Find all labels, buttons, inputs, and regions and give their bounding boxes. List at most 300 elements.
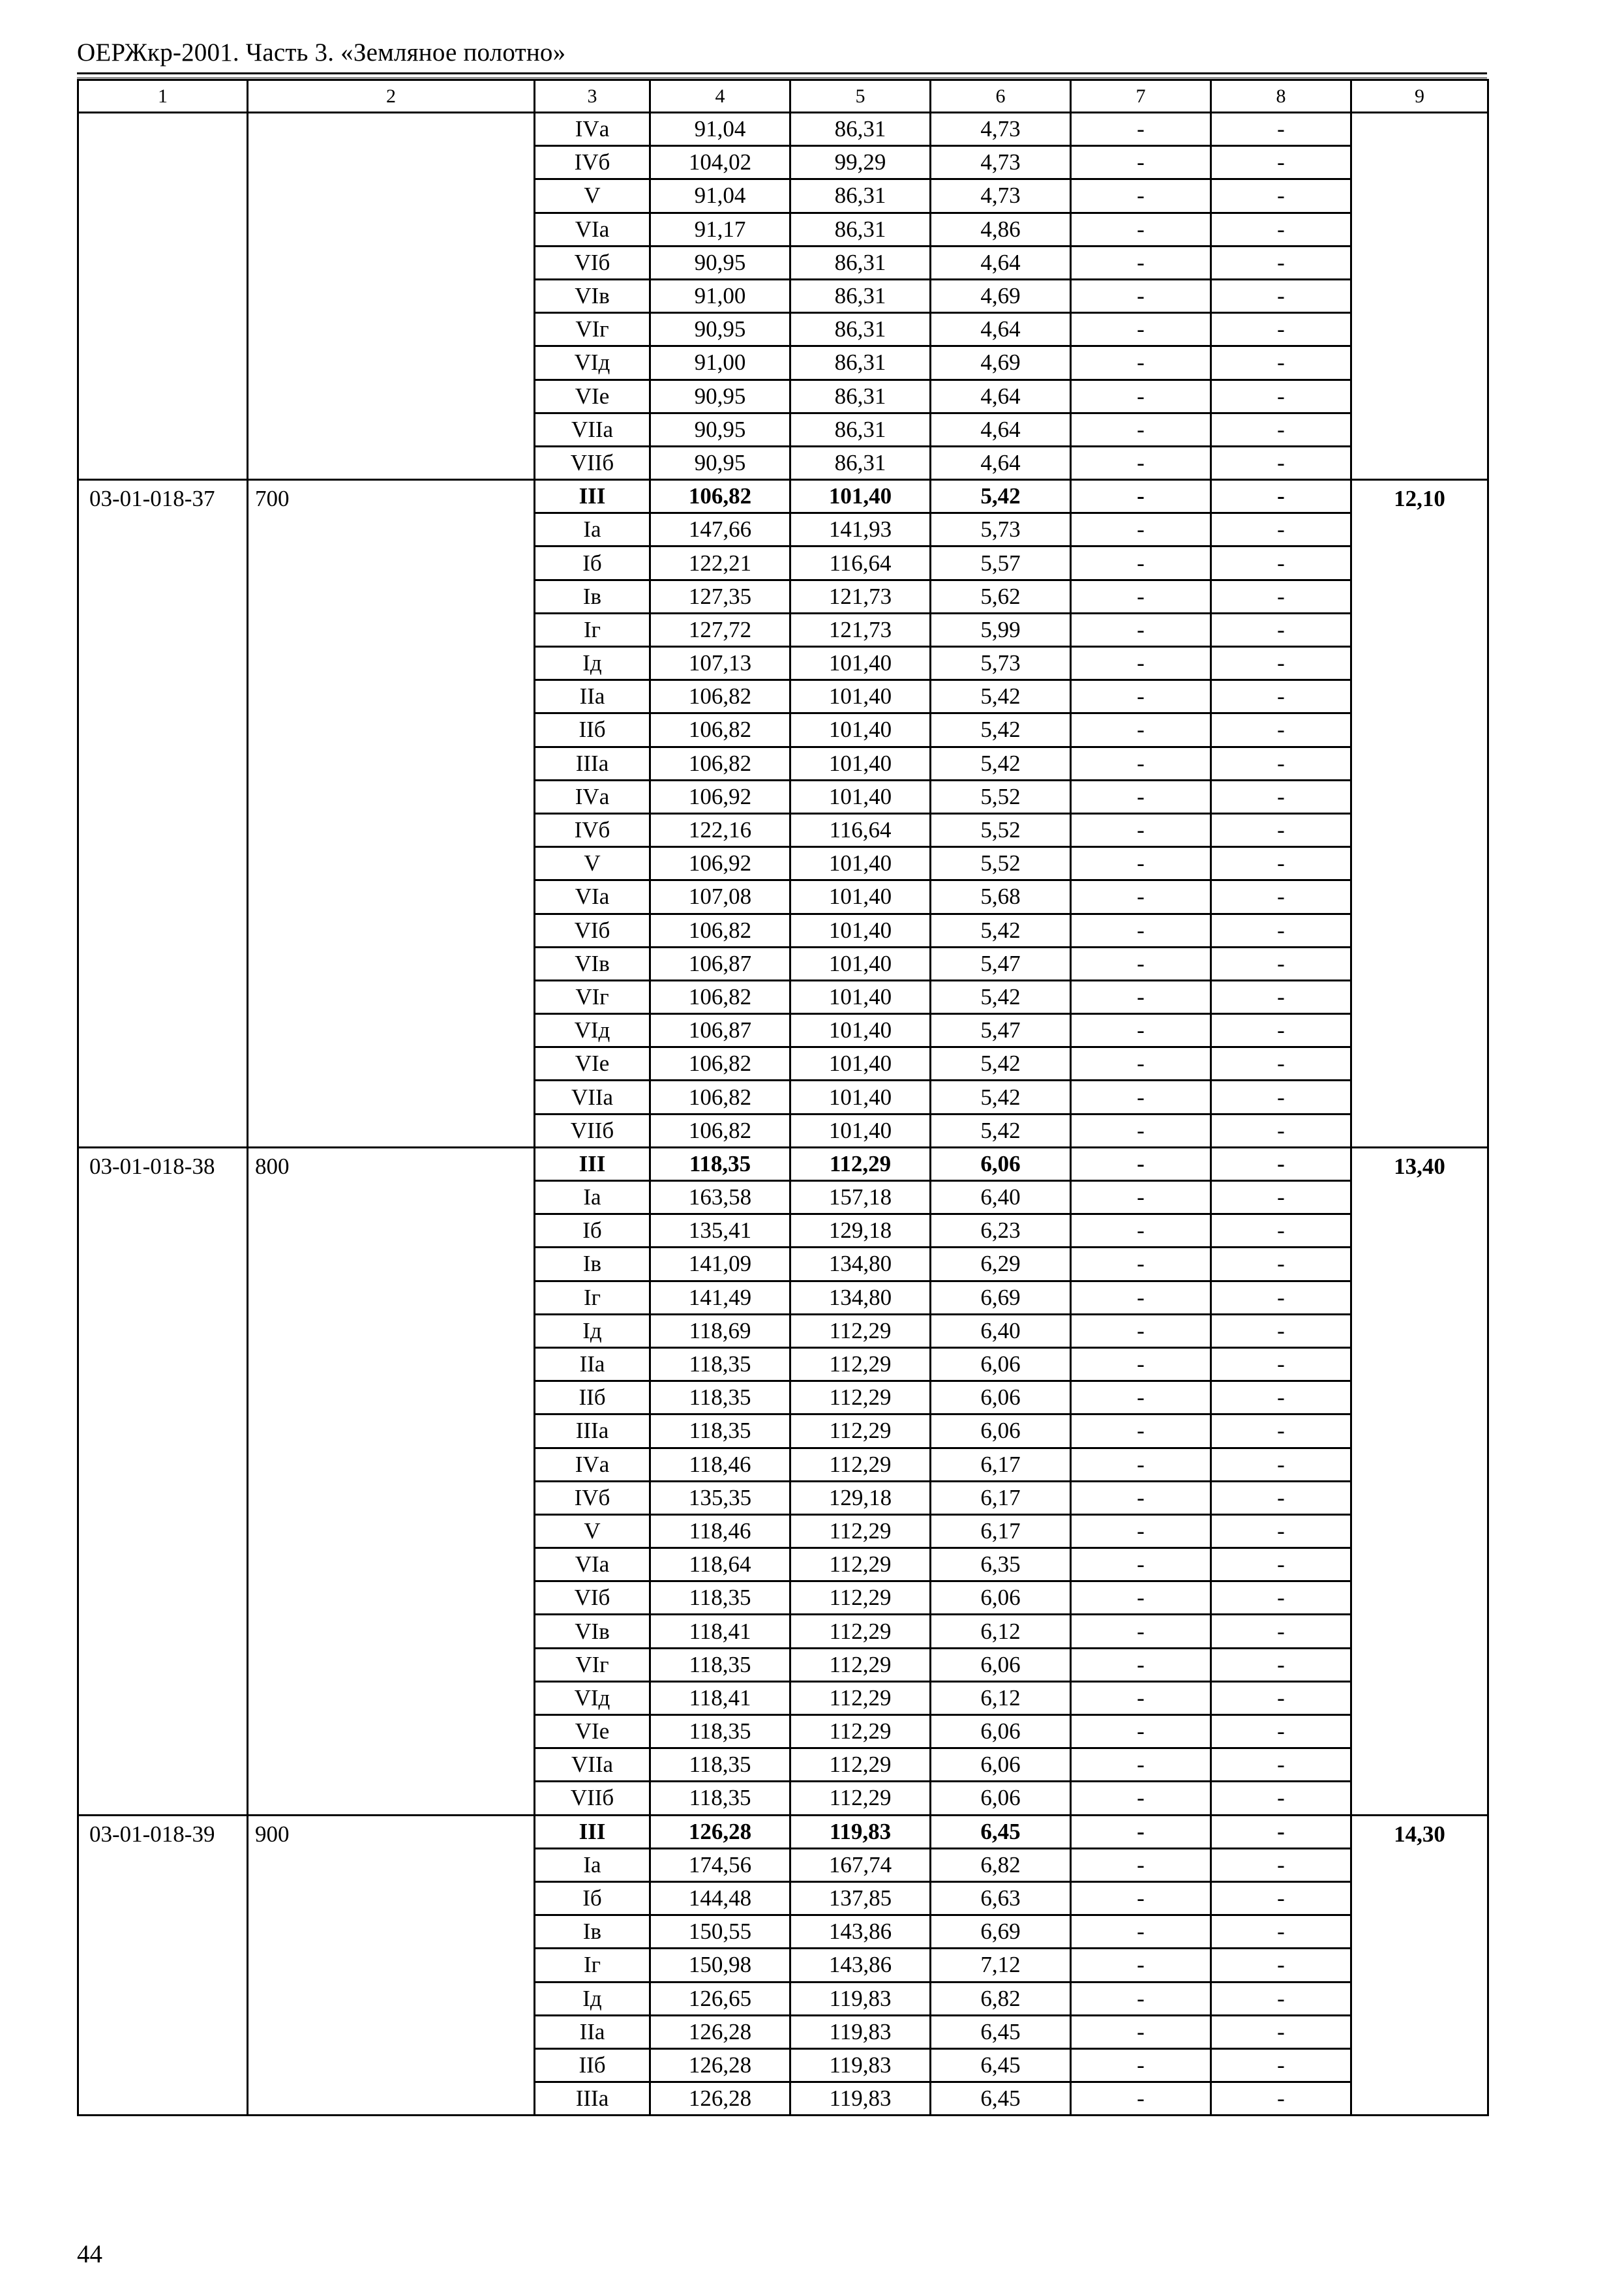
zone-cell: VIв bbox=[535, 947, 650, 980]
value-cell: - bbox=[1071, 1181, 1211, 1214]
value-cell: - bbox=[1071, 1782, 1211, 1815]
value-cell: - bbox=[1211, 647, 1351, 680]
value-cell: 5,42 bbox=[931, 480, 1071, 513]
zone-cell: IVб bbox=[535, 1481, 650, 1514]
value-cell: - bbox=[1071, 1114, 1211, 1147]
value-cell: 106,82 bbox=[650, 1114, 790, 1147]
value-cell: 101,40 bbox=[790, 1014, 931, 1047]
value-cell: 144,48 bbox=[650, 1881, 790, 1915]
table-body bbox=[78, 80, 1488, 2116]
value-cell: 5,47 bbox=[931, 947, 1071, 980]
value-cell: 122,21 bbox=[650, 546, 790, 580]
column-number: 8 bbox=[1211, 80, 1351, 113]
page-header: ОЕРЖкр-2001. Часть 3. «Земляное полотно» bbox=[77, 38, 566, 67]
value-cell: 91,00 bbox=[650, 279, 790, 312]
value-cell: - bbox=[1071, 780, 1211, 813]
value-cell: 141,49 bbox=[650, 1281, 790, 1314]
zone-cell: IIб bbox=[535, 1381, 650, 1414]
zone-cell: V bbox=[535, 179, 650, 213]
value-cell: 6,17 bbox=[931, 1514, 1071, 1548]
value-cell: 118,35 bbox=[650, 1782, 790, 1815]
value-cell: - bbox=[1071, 813, 1211, 846]
code-cell bbox=[78, 113, 248, 480]
value-cell: 101,40 bbox=[790, 1114, 931, 1147]
zone-cell: Iб bbox=[535, 1214, 650, 1248]
value-cell: - bbox=[1211, 847, 1351, 880]
value-cell: 119,83 bbox=[790, 1815, 931, 1848]
value-cell: - bbox=[1211, 513, 1351, 546]
value-cell: 134,80 bbox=[790, 1281, 931, 1314]
zone-cell: VIд bbox=[535, 346, 650, 380]
value-cell: 5,73 bbox=[931, 513, 1071, 546]
value-cell: 90,95 bbox=[650, 446, 790, 479]
value-cell: - bbox=[1071, 346, 1211, 380]
value-cell: 99,29 bbox=[790, 146, 931, 179]
value-cell: - bbox=[1211, 380, 1351, 413]
value-cell: 118,64 bbox=[650, 1548, 790, 1581]
value-cell: 86,31 bbox=[790, 413, 931, 446]
value-cell: 112,29 bbox=[790, 1347, 931, 1381]
value-cell: 150,98 bbox=[650, 1949, 790, 1982]
value-cell: - bbox=[1211, 480, 1351, 513]
value-cell: - bbox=[1211, 179, 1351, 213]
zone-cell: Iд bbox=[535, 1982, 650, 2015]
value-cell: 119,83 bbox=[790, 2048, 931, 2082]
value-cell: - bbox=[1211, 313, 1351, 346]
value-cell: - bbox=[1211, 413, 1351, 446]
zone-cell: VIв bbox=[535, 279, 650, 312]
size-cell: 700 bbox=[248, 480, 535, 1148]
value-cell: 163,58 bbox=[650, 1181, 790, 1214]
column-number: 6 bbox=[931, 80, 1071, 113]
value-cell: - bbox=[1211, 1181, 1351, 1214]
value-cell: - bbox=[1211, 1982, 1351, 2015]
value-cell: - bbox=[1211, 914, 1351, 947]
value-cell: - bbox=[1211, 279, 1351, 312]
value-cell: 86,31 bbox=[790, 246, 931, 279]
value-cell: 86,31 bbox=[790, 179, 931, 213]
value-cell: 118,35 bbox=[650, 1147, 790, 1180]
value-cell: 6,45 bbox=[931, 2048, 1071, 2082]
value-cell: 118,46 bbox=[650, 1514, 790, 1548]
value-cell: 126,28 bbox=[650, 1815, 790, 1848]
value-cell: - bbox=[1071, 914, 1211, 947]
value-cell: 112,29 bbox=[790, 1748, 931, 1782]
value-cell: - bbox=[1211, 146, 1351, 179]
total-cell bbox=[1351, 1147, 1488, 1815]
value-cell: - bbox=[1071, 279, 1211, 312]
value-cell: 6,63 bbox=[931, 1881, 1071, 1915]
value-cell: 86,31 bbox=[790, 313, 931, 346]
total-value: 14,30 bbox=[1394, 1821, 1445, 1847]
value-cell: 118,35 bbox=[650, 1347, 790, 1381]
value-cell: 134,80 bbox=[790, 1248, 931, 1281]
zone-cell: VIа bbox=[535, 213, 650, 246]
value-cell: 5,42 bbox=[931, 680, 1071, 713]
value-cell: 86,31 bbox=[790, 113, 931, 146]
zone-cell: VIг bbox=[535, 980, 650, 1013]
value-cell: 106,82 bbox=[650, 713, 790, 747]
value-cell: - bbox=[1071, 1748, 1211, 1782]
value-cell: 6,12 bbox=[931, 1615, 1071, 1648]
size-cell bbox=[248, 113, 535, 480]
value-cell: 126,28 bbox=[650, 2082, 790, 2116]
value-cell: 4,64 bbox=[931, 246, 1071, 279]
value-cell: - bbox=[1071, 880, 1211, 914]
value-cell: 6,12 bbox=[931, 1681, 1071, 1714]
value-cell: - bbox=[1211, 1915, 1351, 1949]
value-cell: 6,06 bbox=[931, 1147, 1071, 1180]
value-cell: 106,92 bbox=[650, 847, 790, 880]
column-number: 1 bbox=[78, 80, 248, 113]
zone-cell: VIе bbox=[535, 380, 650, 413]
value-cell: 5,52 bbox=[931, 813, 1071, 846]
zone-cell: III bbox=[535, 1815, 650, 1848]
value-cell: 6,06 bbox=[931, 1715, 1071, 1748]
value-cell: - bbox=[1211, 1248, 1351, 1281]
value-cell: 106,82 bbox=[650, 980, 790, 1013]
zone-cell: IIIа bbox=[535, 747, 650, 780]
value-cell: 5,42 bbox=[931, 713, 1071, 747]
value-cell: 4,64 bbox=[931, 313, 1071, 346]
value-cell: - bbox=[1211, 1548, 1351, 1581]
value-cell: - bbox=[1071, 2015, 1211, 2048]
value-cell: - bbox=[1211, 1314, 1351, 1347]
zone-cell: IVа bbox=[535, 1448, 650, 1481]
value-cell: 141,93 bbox=[790, 513, 931, 546]
value-cell: - bbox=[1071, 613, 1211, 646]
zone-cell: Iб bbox=[535, 546, 650, 580]
value-cell: 126,28 bbox=[650, 2015, 790, 2048]
value-cell: 101,40 bbox=[790, 780, 931, 813]
value-cell: 6,82 bbox=[931, 1848, 1071, 1881]
value-cell: 118,41 bbox=[650, 1681, 790, 1714]
value-cell: - bbox=[1211, 1381, 1351, 1414]
value-cell: 174,56 bbox=[650, 1848, 790, 1881]
value-cell: 118,35 bbox=[650, 1381, 790, 1414]
value-cell: - bbox=[1211, 2082, 1351, 2116]
table-row bbox=[78, 1147, 1488, 1180]
zone-cell: IIа bbox=[535, 1347, 650, 1381]
value-cell: - bbox=[1211, 1481, 1351, 1514]
value-cell: 4,64 bbox=[931, 446, 1071, 479]
value-cell: 107,13 bbox=[650, 647, 790, 680]
zone-cell: Iб bbox=[535, 1881, 650, 1915]
value-cell: - bbox=[1071, 680, 1211, 713]
zone-cell: VIб bbox=[535, 246, 650, 279]
value-cell: - bbox=[1211, 1681, 1351, 1714]
zone-cell: VIIб bbox=[535, 1782, 650, 1815]
value-cell: - bbox=[1071, 1248, 1211, 1281]
value-cell: 101,40 bbox=[790, 480, 931, 513]
value-cell: 157,18 bbox=[790, 1181, 931, 1214]
value-cell: - bbox=[1071, 546, 1211, 580]
column-number-row bbox=[78, 80, 1488, 113]
value-cell: 6,69 bbox=[931, 1281, 1071, 1314]
value-cell: 7,12 bbox=[931, 1949, 1071, 1982]
value-cell: 6,06 bbox=[931, 1581, 1071, 1615]
zone-cell: Iв bbox=[535, 580, 650, 613]
value-cell: 5,68 bbox=[931, 880, 1071, 914]
zone-cell: V bbox=[535, 847, 650, 880]
value-cell: - bbox=[1071, 713, 1211, 747]
zone-cell: III bbox=[535, 1147, 650, 1180]
value-cell: - bbox=[1211, 1615, 1351, 1648]
value-cell: - bbox=[1071, 179, 1211, 213]
zone-cell: Iв bbox=[535, 1915, 650, 1949]
value-cell: 112,29 bbox=[790, 1681, 931, 1714]
header-rule-thick bbox=[77, 72, 1487, 74]
value-cell: - bbox=[1211, 113, 1351, 146]
value-cell: 106,87 bbox=[650, 1014, 790, 1047]
value-cell: 91,17 bbox=[650, 213, 790, 246]
zone-cell: VIд bbox=[535, 1014, 650, 1047]
zone-cell: V bbox=[535, 1514, 650, 1548]
value-cell: 4,69 bbox=[931, 279, 1071, 312]
zone-cell: VIIа bbox=[535, 1748, 650, 1782]
value-cell: - bbox=[1211, 980, 1351, 1013]
value-cell: - bbox=[1071, 1081, 1211, 1114]
value-cell: 104,02 bbox=[650, 146, 790, 179]
value-cell: - bbox=[1211, 1214, 1351, 1248]
value-cell: - bbox=[1211, 1648, 1351, 1681]
value-cell: - bbox=[1211, 1748, 1351, 1782]
value-cell: - bbox=[1071, 2048, 1211, 2082]
value-cell: 143,86 bbox=[790, 1915, 931, 1949]
value-cell: 5,57 bbox=[931, 546, 1071, 580]
zone-cell: VIIб bbox=[535, 446, 650, 479]
value-cell: - bbox=[1071, 980, 1211, 1013]
value-cell: - bbox=[1071, 1949, 1211, 1982]
value-cell: 127,72 bbox=[650, 613, 790, 646]
value-cell: - bbox=[1071, 1047, 1211, 1081]
value-cell: 5,47 bbox=[931, 1014, 1071, 1047]
value-cell: - bbox=[1211, 1147, 1351, 1180]
value-cell: 112,29 bbox=[790, 1548, 931, 1581]
value-cell: - bbox=[1211, 1848, 1351, 1881]
value-cell: 90,95 bbox=[650, 246, 790, 279]
value-cell: 126,28 bbox=[650, 2048, 790, 2082]
value-cell: - bbox=[1071, 1281, 1211, 1314]
value-cell: - bbox=[1071, 1448, 1211, 1481]
zone-cell: IVб bbox=[535, 146, 650, 179]
value-cell: - bbox=[1071, 413, 1211, 446]
value-cell: 5,52 bbox=[931, 780, 1071, 813]
value-cell: - bbox=[1071, 1414, 1211, 1448]
value-cell: 4,73 bbox=[931, 179, 1071, 213]
value-cell: - bbox=[1211, 813, 1351, 846]
value-cell: - bbox=[1211, 1281, 1351, 1314]
value-cell: 6,06 bbox=[931, 1414, 1071, 1448]
zone-cell: VIб bbox=[535, 1581, 650, 1615]
value-cell: 106,82 bbox=[650, 480, 790, 513]
zone-cell: IIб bbox=[535, 2048, 650, 2082]
value-cell: 5,42 bbox=[931, 747, 1071, 780]
value-cell: 112,29 bbox=[790, 1782, 931, 1815]
zone-cell: VIг bbox=[535, 313, 650, 346]
value-cell: 5,42 bbox=[931, 980, 1071, 1013]
value-cell: 4,64 bbox=[931, 380, 1071, 413]
value-cell: 101,40 bbox=[790, 980, 931, 1013]
value-cell: - bbox=[1211, 880, 1351, 914]
total-value: 13,40 bbox=[1394, 1153, 1445, 1179]
total-cell bbox=[1351, 1815, 1488, 2116]
value-cell: - bbox=[1211, 1815, 1351, 1848]
value-cell: 5,42 bbox=[931, 1114, 1071, 1147]
value-cell: 5,73 bbox=[931, 647, 1071, 680]
value-cell: 4,64 bbox=[931, 413, 1071, 446]
value-cell: 6,29 bbox=[931, 1248, 1071, 1281]
value-cell: 112,29 bbox=[790, 1381, 931, 1414]
value-cell: 118,35 bbox=[650, 1748, 790, 1782]
value-cell: 4,86 bbox=[931, 213, 1071, 246]
zone-cell: IIIа bbox=[535, 1414, 650, 1448]
value-cell: - bbox=[1071, 1214, 1211, 1248]
value-cell: - bbox=[1071, 2082, 1211, 2116]
zone-cell: VIб bbox=[535, 914, 650, 947]
zone-cell: Iд bbox=[535, 647, 650, 680]
value-cell: - bbox=[1211, 1114, 1351, 1147]
zone-cell: Iг bbox=[535, 1281, 650, 1314]
value-cell: - bbox=[1211, 613, 1351, 646]
column-number: 7 bbox=[1071, 80, 1211, 113]
value-cell: - bbox=[1071, 380, 1211, 413]
zone-cell: Iа bbox=[535, 1848, 650, 1881]
size-cell: 800 bbox=[248, 1147, 535, 1815]
column-number: 4 bbox=[650, 80, 790, 113]
zone-cell: VIа bbox=[535, 1548, 650, 1581]
value-cell: 119,83 bbox=[790, 2015, 931, 2048]
value-cell: - bbox=[1071, 947, 1211, 980]
value-cell: - bbox=[1071, 213, 1211, 246]
zone-cell: Iг bbox=[535, 1949, 650, 1982]
value-cell: - bbox=[1071, 1648, 1211, 1681]
value-cell: 112,29 bbox=[790, 1581, 931, 1615]
page-number: 44 bbox=[77, 2240, 102, 2268]
value-cell: - bbox=[1211, 213, 1351, 246]
value-cell: 6,45 bbox=[931, 1815, 1071, 1848]
value-cell: - bbox=[1071, 246, 1211, 279]
zone-cell: IVа bbox=[535, 780, 650, 813]
value-cell: 86,31 bbox=[790, 380, 931, 413]
value-cell: 5,62 bbox=[931, 580, 1071, 613]
value-cell: 101,40 bbox=[790, 747, 931, 780]
total-cell bbox=[1351, 113, 1488, 480]
value-cell: 107,08 bbox=[650, 880, 790, 914]
value-cell: 86,31 bbox=[790, 346, 931, 380]
value-cell: 91,00 bbox=[650, 346, 790, 380]
zone-cell: III bbox=[535, 480, 650, 513]
value-cell: 112,29 bbox=[790, 1615, 931, 1648]
value-cell: 118,35 bbox=[650, 1648, 790, 1681]
value-cell: 135,35 bbox=[650, 1481, 790, 1514]
table-row bbox=[78, 1815, 1488, 1848]
value-cell: 6,06 bbox=[931, 1347, 1071, 1381]
value-cell: 86,31 bbox=[790, 279, 931, 312]
value-cell: - bbox=[1071, 313, 1211, 346]
zone-cell: VIIб bbox=[535, 1114, 650, 1147]
value-cell: - bbox=[1071, 513, 1211, 546]
value-cell: - bbox=[1071, 1681, 1211, 1714]
size-cell: 900 bbox=[248, 1815, 535, 2116]
value-cell: - bbox=[1071, 1514, 1211, 1548]
value-cell: 6,40 bbox=[931, 1181, 1071, 1214]
value-cell: - bbox=[1071, 1548, 1211, 1581]
value-cell: 101,40 bbox=[790, 647, 931, 680]
value-cell: - bbox=[1071, 146, 1211, 179]
value-cell: 106,82 bbox=[650, 747, 790, 780]
zone-cell: IIб bbox=[535, 713, 650, 747]
value-cell: - bbox=[1211, 1715, 1351, 1748]
zone-cell: IVа bbox=[535, 113, 650, 146]
value-cell: 6,06 bbox=[931, 1648, 1071, 1681]
value-cell: 101,40 bbox=[790, 847, 931, 880]
value-cell: - bbox=[1211, 1014, 1351, 1047]
value-cell: - bbox=[1211, 246, 1351, 279]
value-cell: 119,83 bbox=[790, 1982, 931, 2015]
value-cell: - bbox=[1211, 1514, 1351, 1548]
zone-cell: VIе bbox=[535, 1715, 650, 1748]
value-cell: 126,65 bbox=[650, 1982, 790, 2015]
value-cell: - bbox=[1211, 1581, 1351, 1615]
value-cell: 121,73 bbox=[790, 613, 931, 646]
code-cell: 03-01-018-39 bbox=[78, 1815, 248, 2116]
value-cell: - bbox=[1071, 1581, 1211, 1615]
value-cell: - bbox=[1211, 713, 1351, 747]
value-cell: 116,64 bbox=[790, 546, 931, 580]
value-cell: - bbox=[1211, 2048, 1351, 2082]
value-cell: 119,83 bbox=[790, 2082, 931, 2116]
value-cell: - bbox=[1071, 1147, 1211, 1180]
value-cell: - bbox=[1071, 1481, 1211, 1514]
value-cell: 4,73 bbox=[931, 146, 1071, 179]
value-cell: 101,40 bbox=[790, 1047, 931, 1081]
value-cell: - bbox=[1211, 446, 1351, 479]
value-cell: 106,82 bbox=[650, 1081, 790, 1114]
value-cell: - bbox=[1211, 1047, 1351, 1081]
code-cell: 03-01-018-38 bbox=[78, 1147, 248, 1815]
value-cell: - bbox=[1211, 947, 1351, 980]
value-cell: 90,95 bbox=[650, 313, 790, 346]
value-cell: 106,87 bbox=[650, 947, 790, 980]
zone-cell: Iа bbox=[535, 513, 650, 546]
value-cell: - bbox=[1071, 1715, 1211, 1748]
value-cell: - bbox=[1211, 680, 1351, 713]
value-cell: 5,99 bbox=[931, 613, 1071, 646]
value-cell: 106,82 bbox=[650, 1047, 790, 1081]
value-cell: 6,40 bbox=[931, 1314, 1071, 1347]
value-cell: 90,95 bbox=[650, 413, 790, 446]
value-cell: 167,74 bbox=[790, 1848, 931, 1881]
zone-cell: IIа bbox=[535, 2015, 650, 2048]
zone-cell: VIа bbox=[535, 880, 650, 914]
total-cell bbox=[1351, 480, 1488, 1148]
value-cell: 6,45 bbox=[931, 2015, 1071, 2048]
table-row bbox=[78, 480, 1488, 513]
value-cell: - bbox=[1071, 747, 1211, 780]
value-cell: - bbox=[1071, 580, 1211, 613]
zone-cell: Iа bbox=[535, 1181, 650, 1214]
column-number: 2 bbox=[248, 80, 535, 113]
value-cell: - bbox=[1071, 647, 1211, 680]
value-cell: - bbox=[1211, 1448, 1351, 1481]
value-cell: 4,73 bbox=[931, 113, 1071, 146]
value-cell: 6,06 bbox=[931, 1748, 1071, 1782]
value-cell: 106,82 bbox=[650, 914, 790, 947]
value-cell: 6,45 bbox=[931, 2082, 1071, 2116]
value-cell: 5,42 bbox=[931, 1081, 1071, 1114]
zone-cell: VIг bbox=[535, 1648, 650, 1681]
